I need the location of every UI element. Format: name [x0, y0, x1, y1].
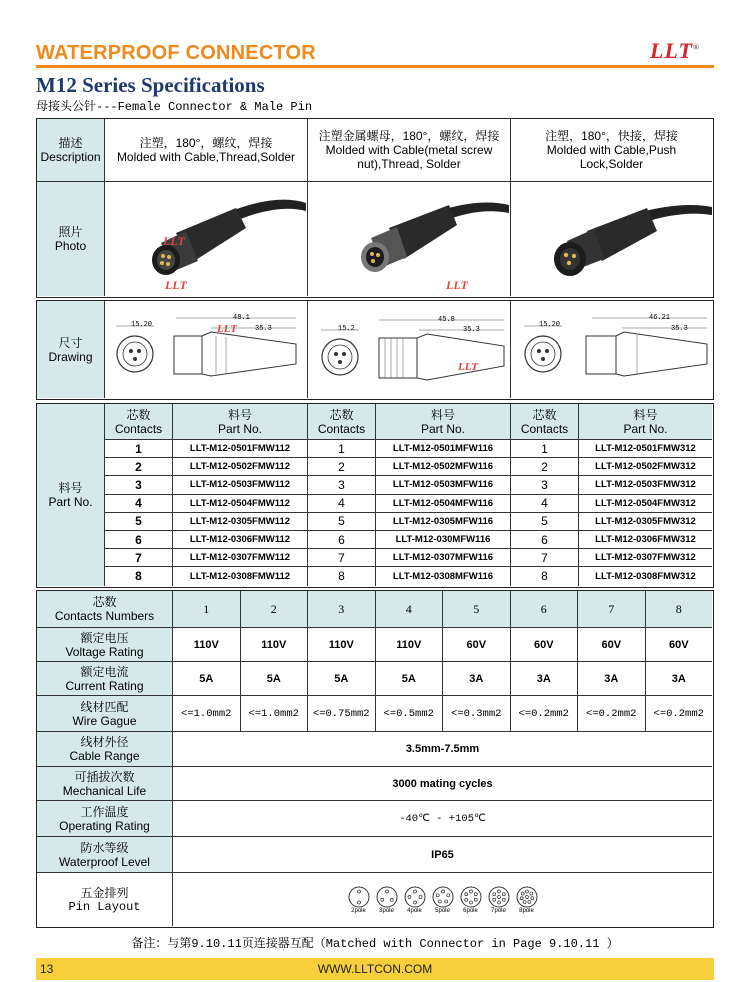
pin-layout-label: 8pole [519, 907, 534, 914]
description-col-3: 注塑，180°，快接，焊接 Molded with Cable,Push Lock,Solder [510, 119, 712, 182]
description-col-2: 注塑金属螺母，180°，螺纹，焊接 Molded with Cable(metal screw nut),Thread, Solder [307, 119, 510, 182]
pin-layout-row [348, 886, 538, 914]
voltage-cell: 60V [645, 628, 713, 662]
voltage-cell: 110V [375, 628, 443, 662]
contacts-cell: 8 [307, 567, 375, 585]
pin-layout-icon [516, 886, 538, 908]
pin-layout-item [488, 886, 510, 914]
pin-layout-item [348, 886, 370, 914]
part-no-header: 料号 Part No. [578, 404, 712, 440]
note: 备注：与第9.10.11页连接器互配（Matched with Connector in Page 9.10.11 ） [131, 936, 619, 951]
pin-layout-label: 2pole [351, 907, 366, 914]
part-number-block [36, 403, 714, 588]
dimension-drawing-1 [106, 302, 306, 397]
dimension-length-3: 46.21 [649, 314, 671, 322]
dimension-body-1: 35.3 [255, 325, 272, 333]
part-number-cell: LLT-M12-0503FMW312 [578, 476, 712, 494]
part-number-cell: LLT-M12-0504MFW116 [375, 495, 510, 513]
pin-layout-label: 五金排列 Pin Layout [68, 885, 141, 914]
part-number-cell: LLT-M12-0501MFW116 [375, 440, 510, 458]
brand-logo: LLT® [650, 38, 700, 63]
contacts-cell: 1 [104, 440, 172, 458]
pin-layout-item [516, 886, 538, 914]
voltage-cell: 110V [240, 628, 308, 662]
part-number-cell: LLT-M12-0503FMW112 [172, 476, 307, 494]
contacts-cell: 6 [510, 531, 578, 549]
dimension-drawing-3 [512, 302, 712, 397]
photo-connector-1 [104, 182, 307, 296]
contacts-cell: 2 [510, 458, 578, 476]
contacts-cell: 4 [104, 495, 172, 513]
part-number-cell: LLT-M12-0308FMW312 [578, 567, 712, 585]
photo-connector-3 [510, 182, 712, 296]
current-cell: 3A [577, 662, 645, 696]
contacts-cell: 6 [104, 531, 172, 549]
current-cell: 5A [375, 662, 443, 696]
contacts-number-cell: 2 [240, 591, 308, 628]
contacts-cell: 7 [104, 549, 172, 567]
contacts-cell: 1 [307, 440, 375, 458]
part-number-cell: LLT-M12-0305MFW116 [375, 513, 510, 531]
drawing-block [36, 300, 714, 400]
spec-value-grid [172, 591, 712, 732]
operating-rating-value: -40℃ - +105℃ [172, 801, 712, 837]
part-number-cell: LLT-M12-0502FMW312 [578, 458, 712, 476]
dimension-diameter-1: 15.20 [131, 321, 153, 329]
voltage-cell: 110V [172, 628, 240, 662]
part-number-cell: LLT-M12-0502MFW116 [375, 458, 510, 476]
contacts-header: 芯数 Contacts [510, 404, 578, 440]
current-cell: 3A [645, 662, 713, 696]
contacts-cell: 8 [510, 567, 578, 585]
connector-photo-3 [512, 183, 712, 295]
dimension-diameter-2: 15.2 [338, 325, 355, 333]
mechanical-life-label: 可插拔次数 Mechanical Life [37, 767, 172, 801]
spec-block [36, 590, 714, 928]
contacts-number-cell: 5 [442, 591, 510, 628]
part-number-cell: LLT-M12-0306FMW312 [578, 531, 712, 549]
wire-gauge-cell: <=1.0mm2 [240, 696, 308, 732]
pin-layout-label: 6pole [463, 907, 478, 914]
pin-layout-icon [376, 886, 398, 908]
contacts-cell: 6 [307, 531, 375, 549]
wire-gauge-cell: <=1.0mm2 [172, 696, 240, 732]
contacts-number-cell: 3 [307, 591, 375, 628]
page-number: 13 [40, 962, 54, 976]
waterproof-level-value: IP65 [172, 837, 712, 873]
contacts-header: 芯数 Contacts [104, 404, 172, 440]
drawing-col-2 [307, 301, 510, 398]
contacts-cell: 2 [104, 458, 172, 476]
photo-connector-2 [307, 182, 510, 296]
contacts-number-cell: 8 [645, 591, 713, 628]
drawing-watermark: LLT [458, 361, 478, 373]
pin-layout-item [376, 886, 398, 914]
part-no-label: 料号 Part No. [37, 404, 104, 586]
photo-watermark: LLT [446, 278, 468, 292]
voltage-cell: 60V [510, 628, 578, 662]
current-cell: 3A [510, 662, 578, 696]
voltage-rating-label: 额定电压 Voltage Rating [37, 628, 172, 662]
contacts-number-cell: 4 [375, 591, 443, 628]
dimension-body-3: 35.3 [671, 325, 688, 333]
header-divider [36, 65, 714, 68]
part-number-cell: LLT-M12-0308MFW116 [375, 567, 510, 585]
header-title: WATERPROOF CONNECTOR [36, 42, 316, 64]
section-title: M12 Series Specifications [36, 73, 265, 97]
contacts-cell: 5 [104, 513, 172, 531]
current-cell: 5A [240, 662, 308, 696]
wire-gauge-cell: <=0.2mm2 [577, 696, 645, 732]
contacts-cell: 7 [307, 549, 375, 567]
description-photo-block [36, 118, 714, 298]
part-number-cell: LLT-M12-0307FMW112 [172, 549, 307, 567]
contacts-cell: 1 [510, 440, 578, 458]
pin-layout-item [404, 886, 426, 914]
contacts-number-cell: 7 [577, 591, 645, 628]
contacts-number-cell: 6 [510, 591, 578, 628]
pin-layout-icon [488, 886, 510, 908]
section-subtitle: 母接头公针---Female Connector & Male Pin [36, 100, 313, 114]
contacts-cell: 3 [104, 476, 172, 494]
photo-watermark: LLT [163, 234, 185, 248]
footer-url[interactable]: WWW.LLTCON.COM [317, 962, 433, 976]
part-number-cell: LLT-M12-030MFW116 [375, 531, 510, 549]
drawing-label: 尺寸 Drawing [37, 301, 104, 398]
description-label: 描述 Description [37, 119, 104, 182]
contacts-cell: 5 [307, 513, 375, 531]
voltage-cell: 60V [577, 628, 645, 662]
voltage-cell: 110V [307, 628, 375, 662]
pin-layout-item [460, 886, 482, 914]
part-number-cell: LLT-M12-0501FMW112 [172, 440, 307, 458]
part-number-cell: LLT-M12-0503MFW116 [375, 476, 510, 494]
contacts-cell: 3 [307, 476, 375, 494]
contacts-number-cell: 1 [172, 591, 240, 628]
drawing-col-1 [104, 301, 307, 398]
drawing-watermark: LLT [217, 323, 237, 335]
part-no-header: 料号 Part No. [172, 404, 307, 440]
pin-layout-icon [460, 886, 482, 908]
photo-label: 照片 Photo [37, 182, 104, 296]
drawing-col-3 [510, 301, 712, 398]
contacts-cell: 2 [307, 458, 375, 476]
part-number-cell: LLT-M12-0307MFW116 [375, 549, 510, 567]
current-rating-label: 额定电流 Current Rating [37, 662, 172, 696]
pin-layout-icon [404, 886, 426, 908]
wire-gauge-label: 线材匹配 Wire Gague [37, 696, 172, 732]
contacts-cell: 4 [307, 495, 375, 513]
part-number-cell: LLT-M12-0504FMW312 [578, 495, 712, 513]
wire-gauge-cell: <=0.2mm2 [645, 696, 713, 732]
wire-gauge-cell: <=0.75mm2 [307, 696, 375, 732]
contacts-header: 芯数 Contacts [307, 404, 375, 440]
part-number-cell: LLT-M12-0305FMW312 [578, 513, 712, 531]
part-number-cell: LLT-M12-0501FMW312 [578, 440, 712, 458]
pin-layout-item [432, 886, 454, 914]
operating-rating-label: 工作温度 Operating Rating [37, 801, 172, 837]
current-cell: 5A [307, 662, 375, 696]
part-number-cell: LLT-M12-0308FMW112 [172, 567, 307, 585]
contacts-cell: 5 [510, 513, 578, 531]
mechanical-life-value: 3000 mating cycles [172, 767, 712, 801]
pin-layout-label: 4pole [407, 907, 422, 914]
connector-photo-2 [309, 183, 509, 295]
connector-photo-1 [106, 183, 306, 295]
wire-gauge-cell: <=0.3mm2 [442, 696, 510, 732]
dimension-diameter-3: 15.20 [539, 321, 561, 329]
contacts-cell: 8 [104, 567, 172, 585]
wire-gauge-cell: <=0.2mm2 [510, 696, 578, 732]
dimension-drawing-2 [309, 302, 509, 397]
pin-layout-label: 3pole [379, 907, 394, 914]
pin-layout-icon [348, 886, 370, 908]
pin-layout-label: 5pole [435, 907, 450, 914]
photo-watermark: LLT [165, 278, 187, 292]
current-cell: 3A [442, 662, 510, 696]
cable-range-label: 线材外径 Cable Range [37, 732, 172, 767]
voltage-cell: 60V [442, 628, 510, 662]
part-number-grid [104, 404, 712, 586]
contacts-cell: 3 [510, 476, 578, 494]
part-no-header: 料号 Part No. [375, 404, 510, 440]
current-cell: 5A [172, 662, 240, 696]
part-number-cell: LLT-M12-0307FMW312 [578, 549, 712, 567]
wire-gauge-cell: <=0.5mm2 [375, 696, 443, 732]
part-number-cell: LLT-M12-0306FMW112 [172, 531, 307, 549]
part-number-cell: LLT-M12-0504FMW112 [172, 495, 307, 513]
waterproof-level-label: 防水等级 Waterproof Level [37, 837, 172, 873]
dimension-length-1: 48.1 [233, 314, 250, 322]
pin-layout-diagram [172, 873, 712, 926]
description-col-1: 注塑，180°，螺纹，焊接 Molded with Cable,Thread,Solder [104, 119, 307, 182]
contacts-cell: 7 [510, 549, 578, 567]
pin-layout-icon [432, 886, 454, 908]
part-number-cell: LLT-M12-0305FMW112 [172, 513, 307, 531]
part-number-cell: LLT-M12-0502FMW112 [172, 458, 307, 476]
pin-layout-label: 7pole [491, 907, 506, 914]
cable-range-value: 3.5mm-7.5mm [172, 732, 712, 767]
contacts-cell: 4 [510, 495, 578, 513]
dimension-length-2: 45.8 [438, 316, 455, 324]
dimension-body-2: 35.3 [463, 326, 480, 334]
contacts-numbers-label: 芯数 Contacts Numbers [37, 591, 172, 628]
